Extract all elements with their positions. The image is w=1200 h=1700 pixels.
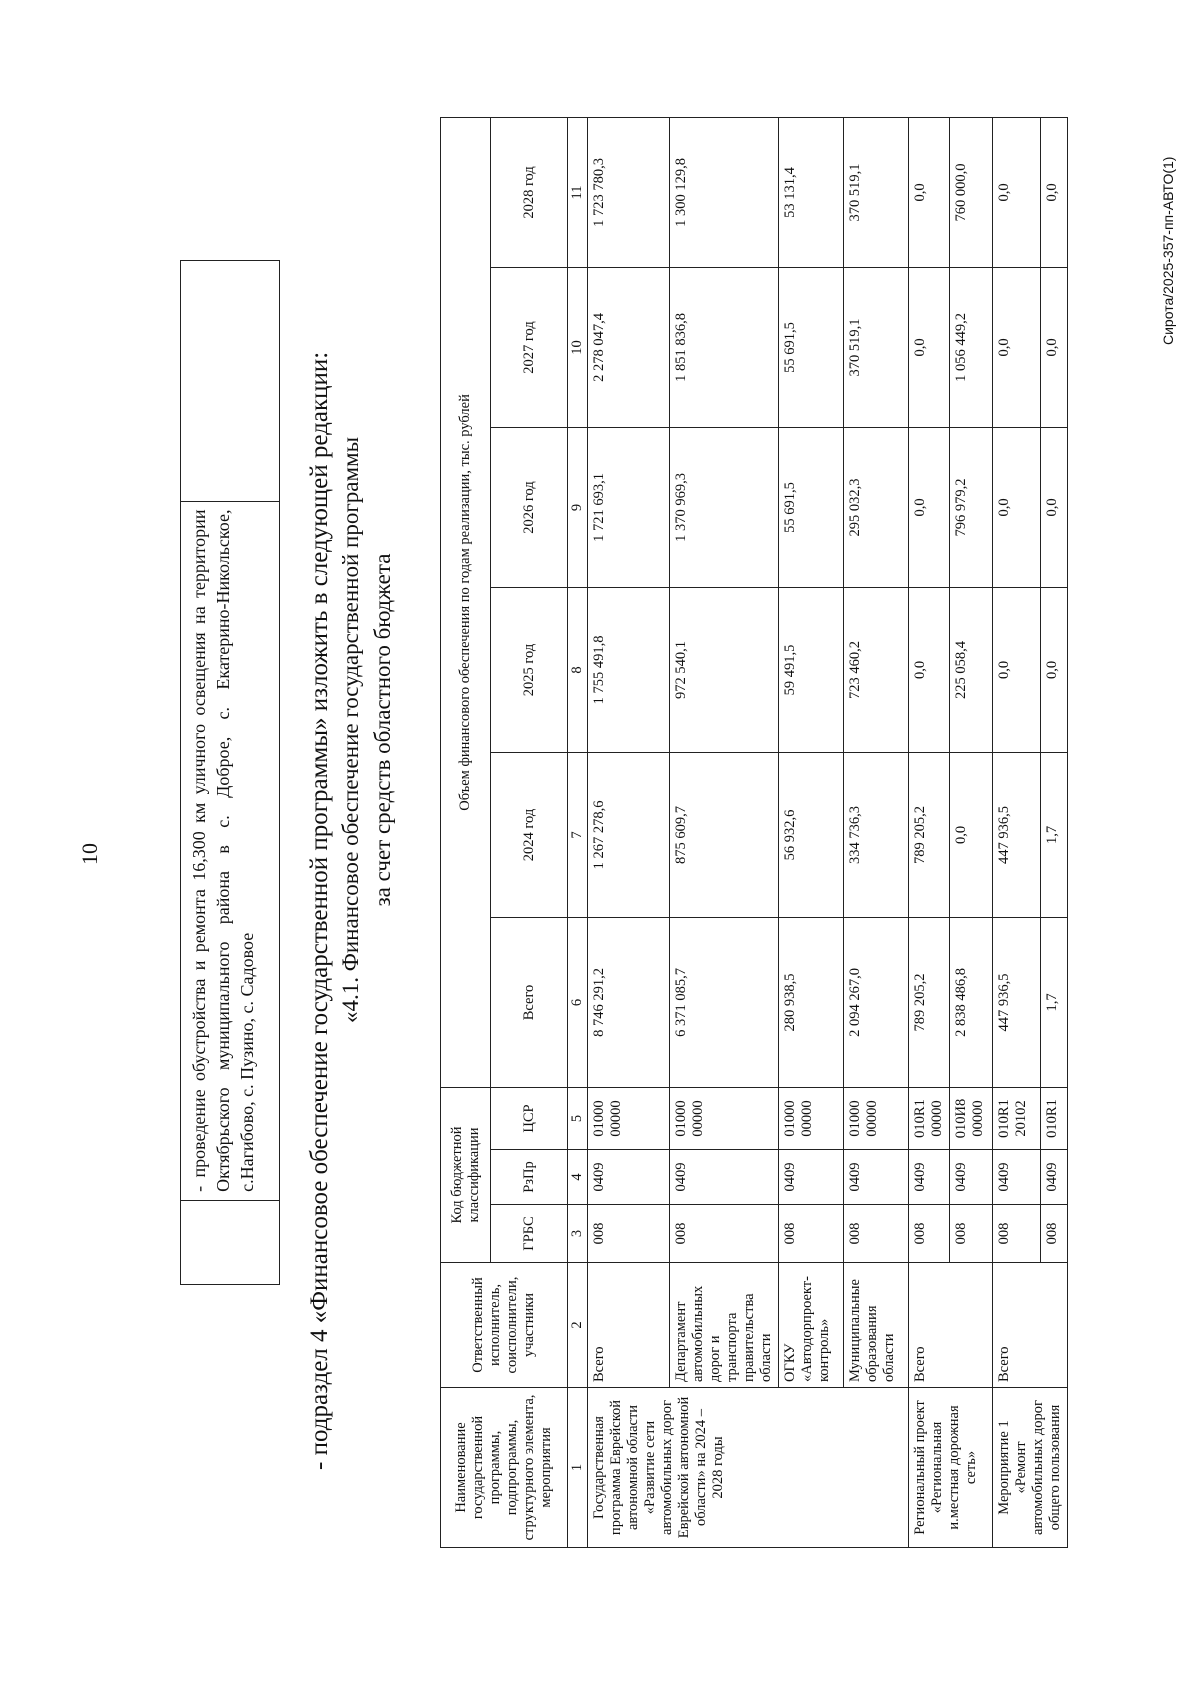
header-2025: 2025 год xyxy=(491,587,568,752)
y2026-cell: 1 721 693,1 xyxy=(588,427,670,587)
project-name: Региональный проект «Региональная и.местная дорожная сеть» xyxy=(909,1388,993,1548)
header-budget-code: Код бюджетной классификации xyxy=(441,1087,491,1262)
page-number: 10 xyxy=(77,843,102,865)
total-cell: 2 094 267,0 xyxy=(844,917,909,1087)
table-subtitle: за счет средств областного бюджета xyxy=(370,553,395,907)
y2027-cell: 0,0 xyxy=(909,267,950,427)
y2026-cell: 0,0 xyxy=(909,427,950,587)
continuation-cell-empty xyxy=(181,261,280,502)
header-2028: 2028 год xyxy=(491,117,568,267)
column-index: 10 xyxy=(568,267,588,427)
y2026-cell: 0,0 xyxy=(1041,427,1068,587)
y2026-cell: 1 370 969,3 xyxy=(670,427,779,587)
header-total: Всего xyxy=(491,917,568,1087)
column-index: 8 xyxy=(568,587,588,752)
table-row xyxy=(670,117,779,1547)
y2026-cell: 295 032,3 xyxy=(844,427,909,587)
responsible-cell: Всего xyxy=(993,1263,1068,1388)
y2026-cell: 0,0 xyxy=(993,427,1041,587)
header-name: Наименование государственной программы, подпрограммы, структурного элемента, мероприятия xyxy=(441,1388,568,1548)
measure-name: Мероприятие 1 «Ремонт автомобильных дорог общего пользования xyxy=(993,1388,1068,1548)
y2027-cell: 1 056 449,2 xyxy=(950,267,993,427)
header-responsible: Ответственный исполнитель, соисполнители, участники xyxy=(441,1263,568,1388)
total-cell: 6 371 085,7 xyxy=(670,917,779,1087)
header-rzpr: РзПр xyxy=(491,1150,568,1205)
responsible-cell: Всего xyxy=(909,1263,993,1388)
csr-cell: 010R1 xyxy=(1041,1087,1068,1149)
column-index: 2 xyxy=(568,1263,588,1388)
y2027-cell: 0,0 xyxy=(1041,267,1068,427)
rzpr-cell: 0409 xyxy=(909,1150,950,1205)
responsible-cell: ОГКУ «Автодорпроект-контроль» xyxy=(779,1263,844,1388)
table-row xyxy=(909,117,950,1547)
y2024-cell: 56 932,6 xyxy=(779,752,844,917)
header-2026: 2026 год xyxy=(491,427,568,587)
header-row-1 xyxy=(441,117,491,1547)
grbs-cell: 008 xyxy=(909,1205,950,1263)
total-cell: 447 936,5 xyxy=(993,917,1041,1087)
grbs-cell: 008 xyxy=(950,1205,993,1263)
csr-cell: 010R1 20102 xyxy=(993,1087,1041,1149)
y2025-cell: 59 491,5 xyxy=(779,587,844,752)
continuation-text: - проведение обустройства и ремонта 16,300 км уличного освещения на территории Октябрьского муниципального района в с. Доброе, с. Екатерино-Никольское, с.Нагибово, с. Пузино, с. Садовое xyxy=(181,501,280,1200)
y2026-cell: 55 691,5 xyxy=(779,427,844,587)
rzpr-cell: 0409 xyxy=(950,1150,993,1205)
rzpr-cell: 0409 xyxy=(993,1150,1041,1205)
header-grbs: ГРБС xyxy=(491,1205,568,1263)
grbs-cell: 008 xyxy=(1041,1205,1068,1263)
rzpr-cell: 0409 xyxy=(779,1150,844,1205)
y2027-cell: 2 278 047,4 xyxy=(588,267,670,427)
column-index: 4 xyxy=(568,1150,588,1205)
table-row xyxy=(844,117,909,1547)
column-index: 6 xyxy=(568,917,588,1087)
rzpr-cell: 0409 xyxy=(844,1150,909,1205)
continuation-cell-empty xyxy=(181,1200,280,1284)
total-cell: 789 205,2 xyxy=(909,917,950,1087)
y2024-cell: 875 609,7 xyxy=(670,752,779,917)
csr-cell: 01000 00000 xyxy=(670,1087,779,1149)
table-row xyxy=(779,117,844,1547)
y2024-cell: 334 736,3 xyxy=(844,752,909,917)
y2024-cell: 1 267 278,6 xyxy=(588,752,670,917)
y2028-cell: 1 300 129,8 xyxy=(670,117,779,267)
csr-cell: 01000 00000 xyxy=(779,1087,844,1149)
grbs-cell: 008 xyxy=(670,1205,779,1263)
grbs-cell: 008 xyxy=(844,1205,909,1263)
program-name: Государственная программа Еврейской автономной области «Развитие сети автомобильных дорог Еврейской автономной области» на 2024 – 2028 годы xyxy=(588,1388,909,1548)
y2028-cell: 53 131,4 xyxy=(779,117,844,267)
grbs-cell: 008 xyxy=(993,1205,1041,1263)
y2024-cell: 1,7 xyxy=(1041,752,1068,917)
y2024-cell: 0,0 xyxy=(950,752,993,917)
y2025-cell: 1 755 491,8 xyxy=(588,587,670,752)
rzpr-cell: 0409 xyxy=(1041,1150,1068,1205)
total-cell: 280 938,5 xyxy=(779,917,844,1087)
y2028-cell: 0,0 xyxy=(909,117,950,267)
header-financing-volume: Объем финансового обеспечения по годам реализации, тыс. рублей xyxy=(441,117,491,1087)
column-index: 11 xyxy=(568,117,588,267)
table-row xyxy=(588,117,670,1547)
table-row xyxy=(993,117,1041,1547)
responsible-cell: Муниципальные образования области xyxy=(844,1263,909,1388)
csr-cell: 01000 00000 xyxy=(588,1087,670,1149)
document-code: Сирота/2025-357-пп-АВТО(1) xyxy=(1160,156,1176,345)
column-index: 9 xyxy=(568,427,588,587)
rzpr-cell: 0409 xyxy=(670,1150,779,1205)
column-index: 5 xyxy=(568,1087,588,1149)
column-index: 1 xyxy=(568,1388,588,1548)
section-heading: - подраздел 4 «Финансовое обеспечение государственной программы» изложить в следующей редакции: xyxy=(306,351,333,1470)
y2027-cell: 55 691,5 xyxy=(779,267,844,427)
y2028-cell: 760 000,0 xyxy=(950,117,993,267)
y2027-cell: 1 851 836,8 xyxy=(670,267,779,427)
y2025-cell: 0,0 xyxy=(993,587,1041,752)
y2028-cell: 0,0 xyxy=(1041,117,1068,267)
csr-cell: 01000 00000 xyxy=(844,1087,909,1149)
y2028-cell: 0,0 xyxy=(993,117,1041,267)
total-cell: 8 746 291,2 xyxy=(588,917,670,1087)
responsible-cell: Департамент автомобильных дорог и транспорта правительства области xyxy=(670,1263,779,1388)
y2028-cell: 1 723 780,3 xyxy=(588,117,670,267)
header-2024: 2024 год xyxy=(491,752,568,917)
table-title: «4.1. Финансовое обеспечение государственной программы xyxy=(338,436,363,1024)
y2025-cell: 0,0 xyxy=(1041,587,1068,752)
column-index: 7 xyxy=(568,752,588,917)
continuation-table xyxy=(180,260,280,1285)
y2025-cell: 225 058,4 xyxy=(950,587,993,752)
grbs-cell: 008 xyxy=(779,1205,844,1263)
rzpr-cell: 0409 xyxy=(588,1150,670,1205)
y2028-cell: 370 519,1 xyxy=(844,117,909,267)
financing-table xyxy=(440,117,1068,1548)
responsible-cell: Всего xyxy=(588,1263,670,1388)
y2024-cell: 447 936,5 xyxy=(993,752,1041,917)
y2027-cell: 0,0 xyxy=(993,267,1041,427)
y2026-cell: 796 979,2 xyxy=(950,427,993,587)
y2024-cell: 789 205,2 xyxy=(909,752,950,917)
column-index-row xyxy=(568,117,588,1547)
csr-cell: 010R1 00000 xyxy=(909,1087,950,1149)
y2025-cell: 0,0 xyxy=(909,587,950,752)
y2025-cell: 723 460,2 xyxy=(844,587,909,752)
grbs-cell: 008 xyxy=(588,1205,670,1263)
y2025-cell: 972 540,1 xyxy=(670,587,779,752)
total-cell: 2 838 486,8 xyxy=(950,917,993,1087)
header-2027: 2027 год xyxy=(491,267,568,427)
y2027-cell: 370 519,1 xyxy=(844,267,909,427)
column-index: 3 xyxy=(568,1205,588,1263)
total-cell: 1,7 xyxy=(1041,917,1068,1087)
header-csr: ЦСР xyxy=(491,1087,568,1149)
csr-cell: 010И8 00000 xyxy=(950,1087,993,1149)
